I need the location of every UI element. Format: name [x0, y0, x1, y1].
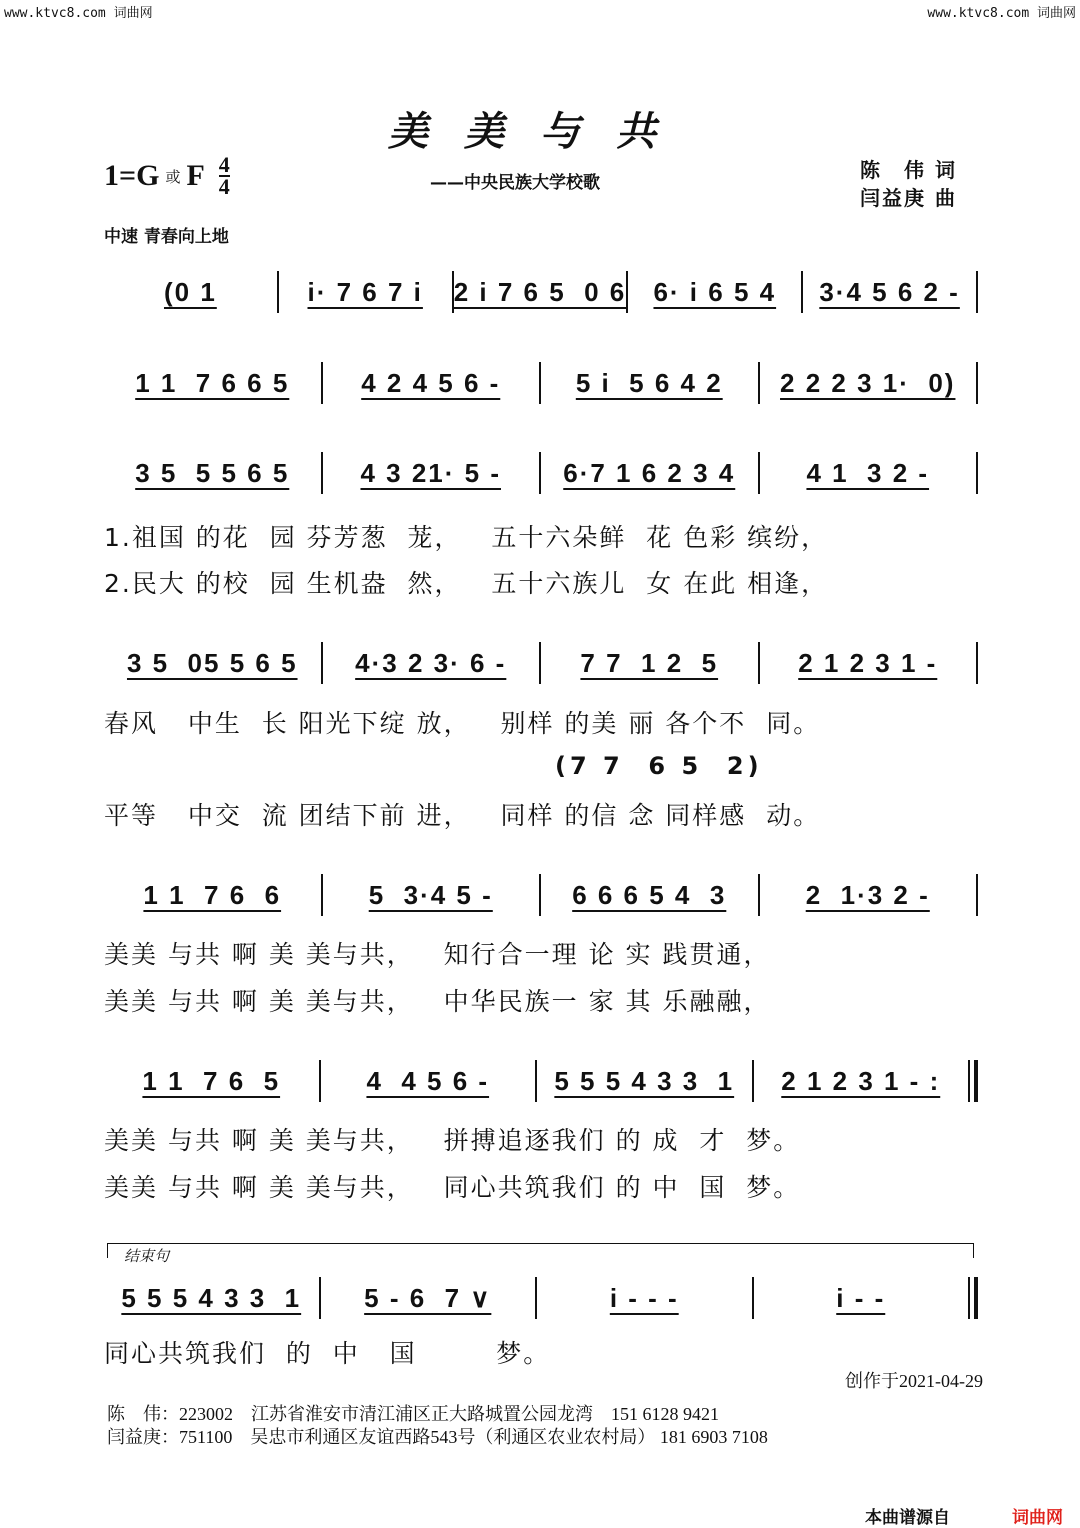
measure: 4 4 5 6 - [366, 1065, 490, 1096]
composer: 闫益庚 曲 [860, 186, 957, 210]
lyrics-line: 美美 与共 啊 美 美与共， 拼搏追逐我们 的 成 才 梦。 [104, 1126, 801, 1155]
measure: i - - - [609, 1282, 679, 1313]
measure: 5 - 6 7 ∨ [364, 1282, 492, 1313]
measure: (0 1 [163, 276, 217, 307]
measure: 1 1 7 6 5 [142, 1065, 281, 1096]
measure: 2 2 2 3 1· 0) [780, 367, 956, 398]
notes-row [104, 873, 978, 917]
measure: 6·7 1 6 2 3 4 [563, 457, 736, 488]
measure: 5 5 5 4 3 3 1 [554, 1065, 735, 1096]
lyrics-line: 美美 与共 啊 美 美与共， 知行合一理 论 实 践贯通， [104, 940, 771, 969]
notes-row [104, 270, 978, 314]
lyrics-line: 春风 中生 长 阳光下绽 放， 别样 的美 丽 各个不 同。 [104, 709, 821, 738]
measure: 2 1 2 3 1 - : [781, 1065, 941, 1096]
key-alt: F [186, 159, 205, 192]
ending-label: 结束句 [124, 1247, 170, 1265]
measure: 4 1 3 2 - [806, 457, 930, 488]
measure: i· 7 6 7 i [307, 276, 423, 307]
notes-row [104, 451, 978, 495]
source-label: 本曲谱源自 [865, 1508, 950, 1528]
lyrics-line: 美美 与共 啊 美 美与共， 同心共筑我们 的 中 国 梦。 [104, 1173, 801, 1202]
subtitle: ——中央民族大学校歌 [430, 173, 600, 193]
measure: 3 5 05 5 6 5 [126, 647, 298, 678]
measure: 3 5 5 5 6 5 [135, 457, 290, 488]
song-title: 美美与共 [388, 108, 692, 155]
key-main: 1=G [104, 159, 160, 192]
notes-row [104, 361, 978, 405]
measure: 5 i 5 6 4 2 [575, 367, 723, 398]
bar-line [976, 362, 978, 404]
measure: 6· i 6 5 4 [653, 276, 777, 307]
contact-lyricist: 陈 伟：223002 江苏省淮安市清江浦区正大路城置公园龙湾 151 6128 9421 [107, 1404, 719, 1424]
lyrics-line: 美美 与共 啊 美 美与共， 中华民族一 家 其 乐融融， [104, 987, 771, 1016]
lyrics-line: 平等 中交 流 团结下前 进， 同样 的信 念 同样感 动。 [104, 801, 821, 830]
watermark-left: www.ktvc8.com 词曲网 [4, 6, 153, 21]
ending-bracket [107, 1243, 974, 1258]
measure: 5 3·4 5 - [368, 879, 493, 910]
bar-line [976, 642, 978, 684]
watermark-right: www.ktvc8.com 词曲网 [927, 6, 1076, 21]
tempo-marking: 中速 青春向上地 [104, 227, 229, 247]
measure: 4·3 2 3· 6 - [355, 647, 507, 678]
ending-lyrics: 同心共筑我们 的 中 国 梦。 [104, 1339, 551, 1368]
source-site-link[interactable]: 词曲网 [1012, 1508, 1063, 1528]
key-signature [104, 152, 230, 199]
time-bottom: 4 [218, 174, 230, 199]
measure: 1 1 7 6 6 5 [135, 367, 290, 398]
measure: 2 1 2 3 1 - [798, 647, 938, 678]
alternate-notes: (7 7 6 5 2) [555, 752, 763, 780]
measure: i - - [836, 1282, 886, 1313]
notes-row [104, 1059, 978, 1103]
measure: 2 1·3 2 - [805, 879, 930, 910]
notes-row [104, 641, 978, 685]
bar-line [976, 271, 978, 313]
creation-date: 创作于2021-04-29 [845, 1371, 983, 1391]
ending-notes [104, 1276, 978, 1320]
key-or: 或 [165, 169, 181, 186]
measure: 6 6 6 5 4 3 [572, 879, 727, 910]
lyrics-line: 2.民大 的校 园 生机盎 然， 五十六族儿 女 在此 相逢， [104, 569, 829, 598]
measure: 5 5 5 4 3 3 1 [121, 1282, 302, 1313]
time-signature [218, 152, 230, 199]
bar-line [976, 452, 978, 494]
contact-composer: 闫益庚：751100 吴忠市利通区友谊西路543号（利通区农业农村局） 181 6903 7108 [107, 1427, 768, 1447]
bar-line [968, 1277, 978, 1319]
measure: 1 1 7 6 6 [143, 879, 282, 910]
bar-line [976, 874, 978, 916]
lyricist: 陈 伟 词 [860, 158, 957, 182]
lyrics-line: 1.祖国 的花 园 芬芳葱 茏， 五十六朵鲜 花 色彩 缤纷， [104, 523, 829, 552]
measure: 2 i 7 6 5 0 6 [453, 276, 627, 307]
measure: 3·4 5 6 2 - [819, 276, 960, 307]
measure: 7 7 1 2 5 [580, 647, 719, 678]
measure: 4 2 4 5 6 - [361, 367, 501, 398]
measure: 4 3 21· 5 - [360, 457, 501, 488]
time-top: 4 [218, 152, 230, 177]
bar-line [968, 1060, 978, 1102]
